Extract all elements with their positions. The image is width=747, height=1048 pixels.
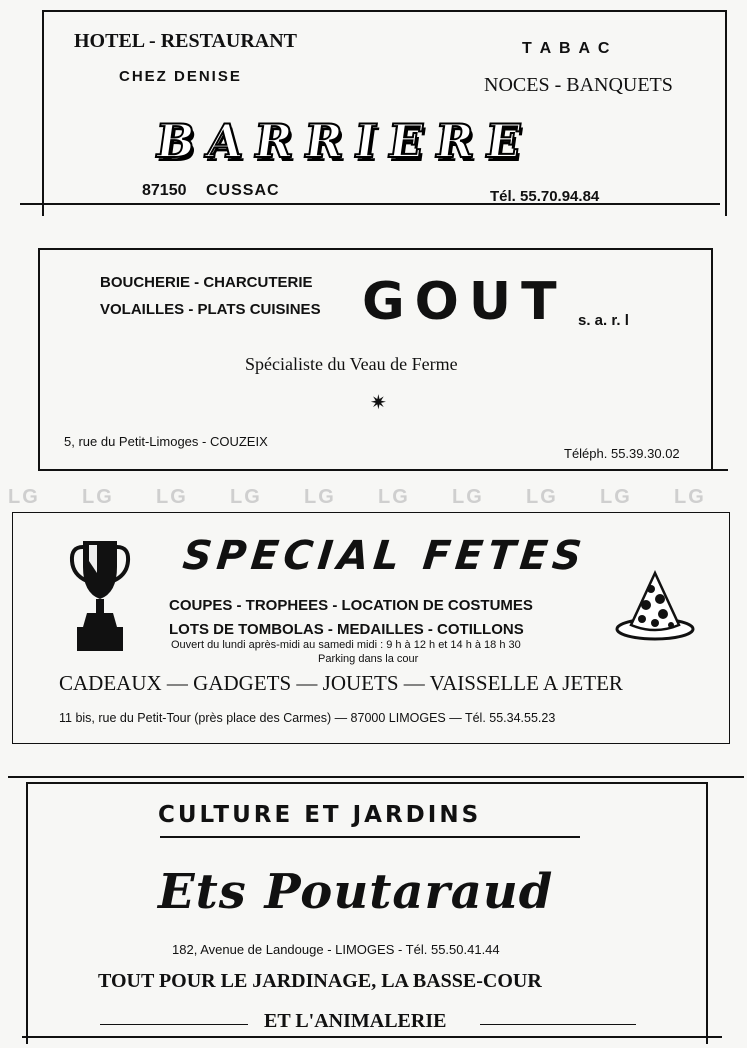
animalerie-line: ET L'ANIMALERIE: [264, 1010, 447, 1032]
ad-gout-bottom-rule: [38, 469, 728, 471]
tabac-text: T A B A C: [522, 40, 612, 57]
watermark-mark: LG: [452, 486, 484, 508]
watermark-mark: LG: [674, 486, 706, 508]
barriere-logo: BARRIERE: [152, 114, 537, 168]
products-line: CADEAUX — GADGETS — JOUETS — VAISSELLE A JETER: [59, 671, 623, 695]
poutaraud-logo: Ets Poutaraud: [158, 864, 554, 920]
ad-barriere: [42, 10, 727, 216]
watermark-mark: LG: [8, 486, 40, 508]
special-fetes-logo: SPECIAL FETES: [180, 533, 589, 579]
volailles-line: VOLAILLES - PLATS CUISINES: [100, 301, 321, 318]
star-icon: ✷: [370, 392, 387, 414]
ad-poutaraud-outer-rule: [8, 776, 744, 778]
ad-gout: [38, 248, 713, 470]
coupes-line: COUPES - TROPHEES - LOCATION DE COSTUMES: [169, 597, 533, 614]
gout-phone: Téléph. 55.39.30.02: [564, 446, 680, 461]
watermark-mark: LG: [82, 486, 114, 508]
watermark-mark: LG: [156, 486, 188, 508]
left-rule: [100, 1024, 248, 1025]
opening-hours: Ouvert du lundi après-midi au samedi midi : 9 h à 12 h et 14 h à 18 h 30: [171, 639, 521, 651]
ad-poutaraud: [26, 782, 708, 1044]
heading-underline: [160, 836, 580, 838]
ad-barriere-bottom-rule: [20, 203, 720, 205]
special-address: 11 bis, rue du Petit-Tour (près place des Carmes) — 87000 LIMOGES — Tél. 55.34.55.23: [59, 711, 556, 725]
ad-poutaraud-bottom-rule: [22, 1036, 722, 1038]
gout-logo: GOUT: [362, 272, 567, 332]
postcode: 87150: [142, 182, 187, 199]
trophy-icon: [69, 537, 131, 655]
noces-banquets-text: NOCES - BANQUETS: [484, 74, 673, 96]
watermark-mark: LG: [526, 486, 558, 508]
culture-jardins-heading: CULTURE ET JARDINS: [158, 802, 482, 828]
boucherie-line: BOUCHERIE - CHARCUTERIE: [100, 274, 313, 291]
jardinage-line: TOUT POUR LE JARDINAGE, LA BASSE-COUR: [98, 970, 542, 992]
barriere-phone: Tél. 55.70.94.84: [490, 188, 600, 205]
watermark-mark: LG: [230, 486, 262, 508]
specialty-text: Spécialiste du Veau de Ferme: [245, 354, 458, 374]
watermark-mark: LG: [378, 486, 410, 508]
gout-address: 5, rue du Petit-Limoges - COUZEIX: [64, 434, 268, 449]
tombolas-line: LOTS DE TOMBOLAS - MEDAILLES - COTILLONS: [169, 621, 524, 638]
watermark-mark: LG: [304, 486, 336, 508]
sarl-text: s. a. r. l: [578, 312, 629, 329]
hotel-restaurant-heading: HOTEL - RESTAURANT: [74, 30, 298, 52]
poutaraud-address: 182, Avenue de Landouge - LIMOGES - Tél. 55.50.41.44: [172, 942, 500, 957]
watermark-mark: LG: [600, 486, 632, 508]
ad-special-fetes: [12, 512, 730, 744]
party-hat-icon: [613, 569, 697, 645]
chez-denise-text: CHEZ DENISE: [119, 68, 242, 85]
parking-text: Parking dans la cour: [318, 653, 419, 665]
right-rule: [480, 1024, 636, 1025]
town-name: CUSSAC: [206, 182, 280, 199]
